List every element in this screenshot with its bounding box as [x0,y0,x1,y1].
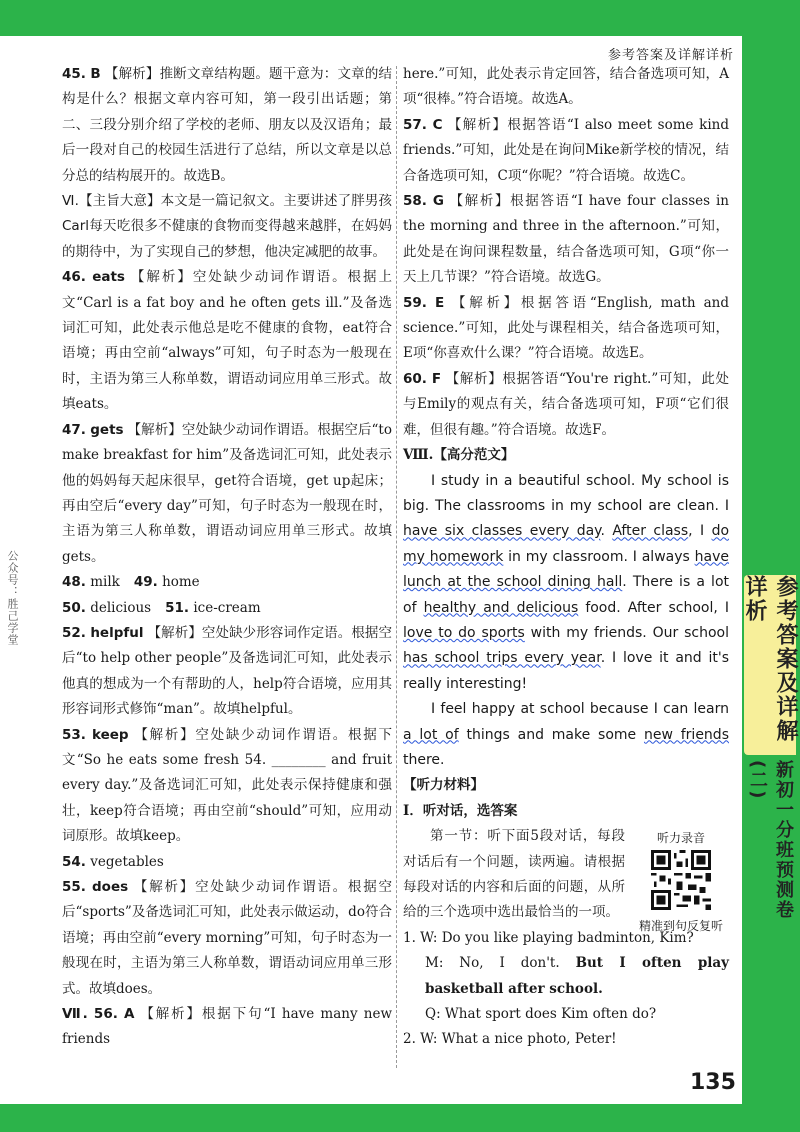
question-number: 48. [62,574,86,591]
answer-key: vegetables [90,853,164,870]
highlight-phrase: have six classes every day [403,523,601,540]
highlight-phrase: new friends [643,726,729,743]
answer-key: gets [90,421,124,438]
side-subtitle-label: 新初一分班预测卷(二) [747,760,794,920]
question-number: 50. [62,599,86,616]
highlight-phrase: After class [612,523,689,540]
essay-text: things and make some [458,726,644,743]
answer-53 [62,723,392,850]
question-number: 46. [62,269,86,286]
answer-key: B [90,66,101,82]
answer-56-continued: here.”可知，此处表示肯定回答，结合备选项可知，A项“很棒。”符合语境。故选A。 [403,66,729,108]
answer-key: milk [90,574,120,591]
section-vi-summary: Ⅵ.【主旨大意】本文是一篇记叙文。主要讲述了胖男孩Carl每天吃很多不健康的食物而变得越来越胖，在妈妈的期待中，为了实现自己的梦想，他决定减肥的故事。 [62,193,392,260]
side-tab [744,575,796,755]
question-number: 59. [403,294,427,311]
answer-57 [403,113,729,189]
question-number: 58. [403,193,427,210]
qr-code-icon[interactable] [651,850,711,910]
answers-50-51 [62,596,392,621]
answer-key: home [162,574,200,591]
essay-text: . There is a lot of [403,574,729,616]
dialogue-2-w: 2. W: What a nice photo, Peter! [403,1031,617,1048]
explanation: 【解析】根据答语“I also meet some kind friends.”可知，此处是在询问Mike新学校的情况，结合备选项可知，C项“你呢？”符合语境。故选C。 [403,116,729,184]
answer-key: keep [91,726,129,743]
answer-56 [62,1002,392,1053]
highlight-phrase: healthy and delicious [423,599,579,616]
question-number: 57. [403,116,427,133]
section-number: Ⅶ. [62,1006,88,1023]
explanation: 【解析】根据答语“I have four classes in the morning and three in the afternoon.”可知，此处是在询问课程数量，结合备选项可知，G项“你一天上几节课？”符合语境。故选G。 [403,193,729,286]
essay-text: food. After school, I [578,599,729,616]
essay-text: in my classroom. I always [503,548,695,565]
answers-48-49 [62,570,392,595]
answer-55 [62,875,392,1002]
side-tab-label: 参考答案及详解详析 [742,575,798,743]
highlight-phrase: have lunch at the school dining hall [403,548,729,591]
column-divider [396,66,397,1068]
answer-key: ice-cream [193,599,261,616]
model-essay-para-1 [403,469,729,698]
question-number: 49. [133,574,158,591]
qr-caption-bottom: 精准到句反复听 [638,919,723,933]
answer-59 [403,291,729,367]
explanation: 【解析】空处缺少动词作谓语。根据下文“So he eats some fresh 54. ________ and fruit every day.”及备选词汇可知，此处表示保持健康和强壮，keep符合语境；再由空前“should”可知，应用动词原形。故填keep。 [62,726,393,845]
right-border [742,0,800,1132]
listening-instructions: 第一节：听下面5段对话，每段对话后有一个问题，读两遍。请根据每段对话的内容和后面的问题，从所给的三个选项中选出最恰当的一项。 [403,828,625,921]
answer-key: C [432,116,443,133]
side-subtitle [744,760,796,920]
left-margin-text: 公众号：胜己学堂 [6,550,19,646]
key-sentence: But I often play basketball after school. [425,955,729,997]
explanation: 【解析】空处缺少动词作谓语。根据空后“sports”及备选词汇可知，此处表示做运动，do符合语境；再由空前“every morning”可知，句子时态为一般现在时，主语为第三人称单数，谓语动词应用单三形式。故填does。 [62,879,392,997]
question-number: 45. [62,66,86,82]
answer-47 [62,418,392,570]
question-number: 53. [62,726,86,743]
explanation: 【解析】根据答语“English, math and science.”可知，此处与课程相关，结合备选项可知，E项“你喜欢什么课？”符合语境。故选E。 [403,294,729,362]
essay-text: there. [403,751,445,768]
essay-text: with my friends. Our school [524,624,730,641]
explanation: 【解析】空处缺少动词作谓语。根据上文“Carl is a fat boy and he often gets ill.”及备选词汇可知，此处表示他总是吃不健康的食物，eat符合语境；再由空前“always”可知，句子时态为一般现在时，主语为第三人称单数，谓语动词应用单三形式。故填eats。 [62,269,392,413]
qr-block [631,830,731,934]
answer-58 [403,189,729,291]
question-number: 47. [62,421,86,438]
explanation: 【解析】空处缺少形容词作定语。根据空后“to help other people”及备选词汇可知，此处表示他真的想成为一个有帮助的人，help符合语境，应用其形容词形式修饰“man”。故填helpful。 [62,624,393,718]
answer-key: helpful [90,624,144,641]
qr-caption-top: 听力录音 [656,831,705,845]
answer-60 [403,367,729,443]
highlight-phrase: do my homework [403,523,730,565]
highlight-phrase: has school trips every year [403,650,601,667]
essay-text: I study in a beautiful school. My school is big. The classrooms in my school are clean. I [403,472,729,514]
listening-heading: 【听力材料】 [403,777,484,794]
answer-54 [62,850,392,875]
speaker-line: M: No, I don't. [425,955,576,972]
essay-text: , I [688,523,712,540]
model-essay-para-2 [403,697,729,773]
question-number: 60. [403,370,427,387]
question-number: 54. [62,853,86,870]
listening-section-1: Ⅰ．听对话，选答案 [403,802,518,819]
answer-46 [62,265,392,417]
essay-text: I feel happy at school because I can learn [431,701,729,718]
highlight-phrase: a lot of [403,726,459,743]
top-border [0,0,800,36]
explanation: 【解析】推断文章结构题。题干意为：文章的结构是什么？根据文章内容可知，第一段引出话题；第二、三段分别介绍了学校的老师、朋友以及汉语角；最后一段对自己的校园生活进行了总结，所以文章是以总分总的结构展开的。故选B。 [62,66,393,184]
highlight-phrase: love to do sports [403,624,525,641]
dialogue-1-q: Q: What sport does Kim often do? [425,1006,657,1023]
question-number: 51. [165,599,190,616]
answer-key: A [124,1006,135,1023]
answer-key: F [431,370,442,387]
dialogue-1-w: 1. W: Do you like playing badminton, Kim? [403,929,694,946]
left-margin-note [4,550,68,650]
left-column [62,62,392,1053]
running-header: 参考答案及详解详析 [607,48,734,63]
answer-key: does [92,879,129,895]
answer-key: E [434,294,445,311]
bottom-border [0,1104,800,1132]
question-number: 55. [62,879,86,895]
answer-key: G [432,193,444,210]
model-essay-heading: Ⅷ.【高分范文】 [403,447,515,464]
answer-key: delicious [90,599,152,616]
answer-45 [62,62,392,189]
essay-text: . [600,523,613,540]
answer-key: eats [92,269,125,286]
dialogue-1-m [403,951,729,1002]
question-number: 56. [93,1006,118,1023]
explanation: 【解析】根据答语“You're right.”可知，此处与Emily的观点有关，结合备选项可知，F项“它们很难，但很有趣。”符合语境。故选F。 [403,370,729,438]
explanation: 【解析】空处缺少动词作谓语。根据空后“to make breakfast for him”及备选词汇可知，此处表示他的妈妈每天起床很早，get符合语境，get up起床；再由空后“every day”可知，句子时态为一般现在时，主语为第三人称单数，谓语动词应用单三形式。故填gets。 [62,421,392,565]
page-number: 135 [690,1070,736,1095]
question-number: 52. [62,624,86,641]
essay-text: . I love it and it's really interesting! [403,650,729,692]
answer-52 [62,621,392,723]
explanation: 【解析】根据下句“I have many new friends [62,1006,392,1048]
